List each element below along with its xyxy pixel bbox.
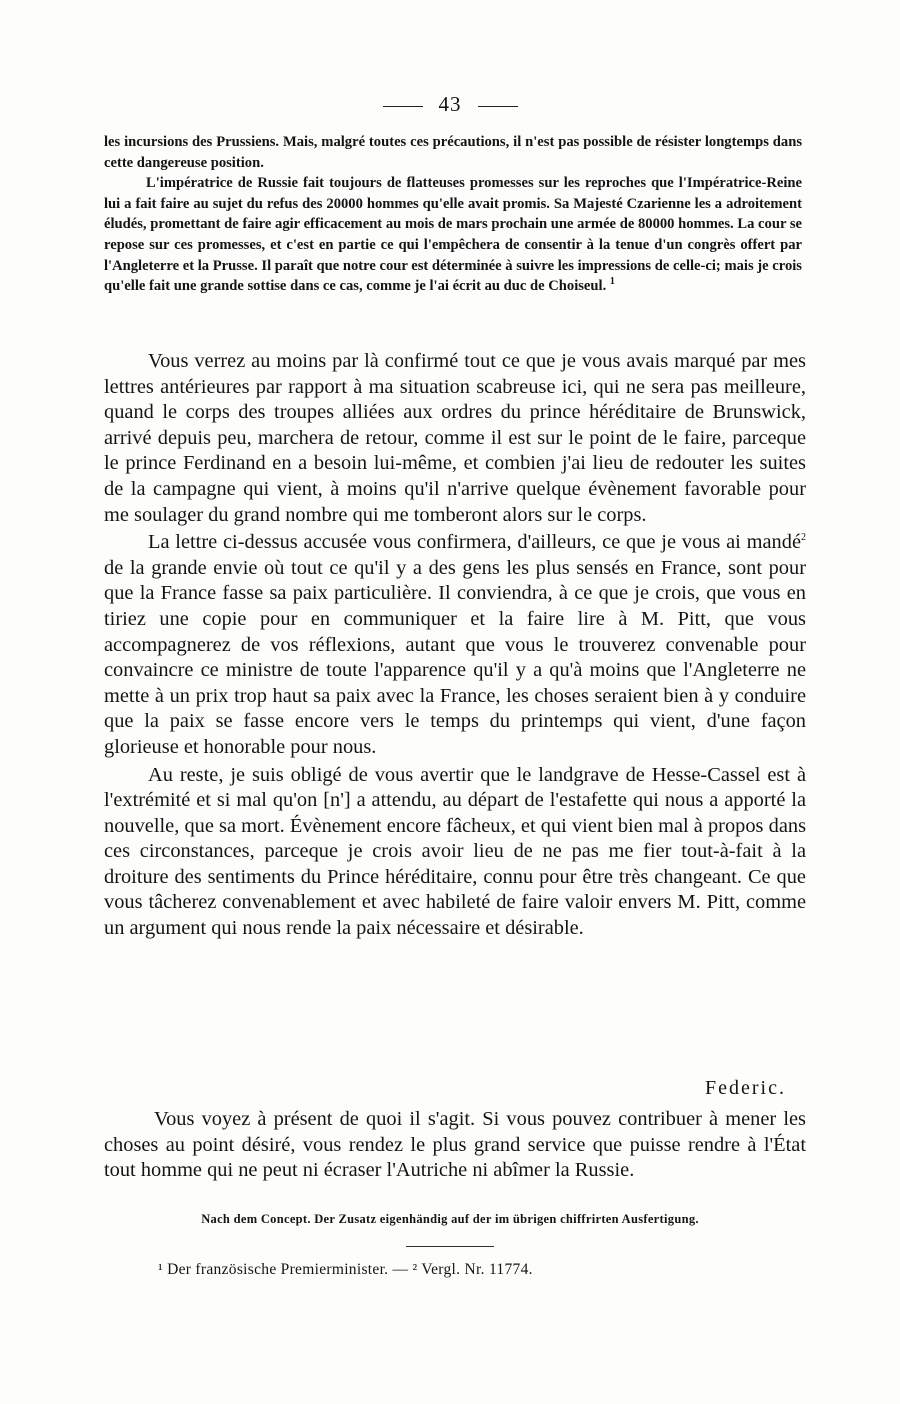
header-rule-right (478, 106, 518, 107)
quoted-paragraph-2 (104, 173, 802, 297)
quoted-paragraph-2-text: L'impératrice de Russie fait toujours de flatteuses promesses sur les reproches que l'Impératrice-Reine lui a fait faire au sujet du refus des 20000 hommes qu'elle avait promis. Sa Majesté Czarienne les a adroitement éludés, promettant de faire agir efficacement au mois de mars prochain une armée de 80000 hommes. La cour se repose sur ces promesses, et c'est en partie ce qui l'empêchera de consentir à la tenue d'un congrès offert par l'Angleterre et la Prusse. Il paraît que notre cour est déterminée à suivre les impressions de celle-ci; mais je crois qu'elle fait une grande sottise dans ce cas, comme je l'ai écrit au duc de Choiseul. (104, 175, 802, 295)
page-number: 43 (438, 92, 462, 116)
body-paragraph-2 (104, 530, 806, 760)
footnote-marker-1: 1 (609, 276, 615, 288)
footnote-marker-2: 2 (801, 532, 806, 544)
quoted-letter (104, 132, 802, 297)
footnote-rule (406, 1246, 494, 1247)
quoted-paragraph-1: les incursions des Prussiens. Mais, malgré toutes ces précautions, il n'est pas possible de résister longtemps dans cette dangereuse position. (104, 134, 802, 171)
body-paragraph-2-part-b: de la grande envie où tout ce qu'il y a des gens les plus sensés en France, sont pour que la France fasse sa paix particulière. Il conviendra, à ce que je crois, que vous en tiriez une copie pour en communiquer et la faire lire à M. Pitt, que vous accompagnerez de vos réflexions, autant que vous le trouverez convenable pour convaincre ce ministre de toute l'apparence qu'il y a qu'à moins que l'Angleterre ne mette à un prix trop haut sa paix avec la France, les choses seraient bien à y conduire que la paix se fasse encore vers le temps du printemps qui vient, d'une façon glorieuse et honorable pour nous. (104, 556, 806, 758)
source-note: Nach dem Concept. Der Zusatz eigenhändig auf der im übrigen chiffrirten Ausfertigung. (201, 1212, 699, 1226)
page-number-header (0, 92, 900, 117)
body-paragraph-3: Au reste, je suis obligé de vous avertir que le landgrave de Hesse-Cassel est à l'extrémité et si mal qu'on [n'] a attendu, au départ de l'estafette qui nous a apporté la nouvelle, que sa mort. Évènement encore fâcheux, et qui vient bien mal à propos dans ces circonstances, parceque je crois avoir lieu de ne pas me fier tout-à-fait à la droiture des sentiments du Prince héréditaire, connu pour être très changeant. Ce que vous tâcherez convenablement et avec habileté de faire valoir envers M. Pitt, comme un argument qui nous rende la paix nécessaire et désirable. (104, 763, 806, 940)
signature: Federic. (705, 1077, 786, 1099)
header-rule-left (383, 106, 423, 107)
postscript-text: Vous voyez à présent de quoi il s'agit. Si vous pouvez contribuer à mener les choses au point désiré, vous rendez le plus grand service que puisse rendre à l'État tout homme qui ne peut ni écraser l'Autriche ni abîmer la Russie. (104, 1108, 806, 1182)
footnotes: ¹ Der französische Premierminister. — ² Vergl. Nr. 11774. (158, 1261, 533, 1278)
body-paragraph-1: Vous verrez au moins par là confirmé tout ce que je vous avais marqué par mes lettres antérieures par rapport à ma situation scabreuse ici, qui ne sera pas meilleure, quand le corps des troupes alliées aux ordres du prince héréditaire de Brunswick, arrivé depuis peu, marchera de retour, comme il est sur le point de le faire, parceque le prince Ferdinand en a besoin lui-même, et combien j'ai lieu de redouter les suites de la campagne qui vient, à moins qu'il n'arrive quelque évènement favorable pour me soulager du grand nombre qui me tomberont alors sur le corps. (104, 350, 806, 526)
postscript (104, 1107, 806, 1184)
letter-body (104, 349, 806, 944)
body-paragraph-2-part-a: La lettre ci-dessus accusée vous confirmera, d'ailleurs, ce que je vous ai mandé (148, 531, 801, 554)
